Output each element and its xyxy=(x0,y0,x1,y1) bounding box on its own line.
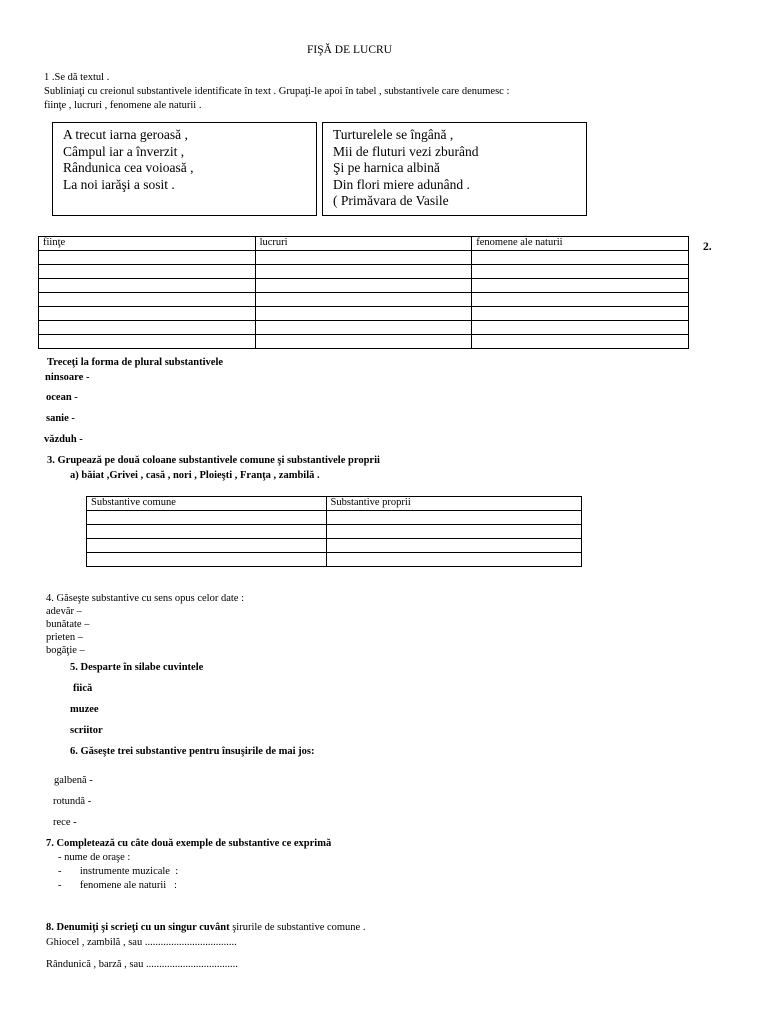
table-cell[interactable] xyxy=(326,525,581,539)
ex8-line: Rândunică , barză , sau ................................... xyxy=(46,959,238,970)
poem-line: La noi iarăşi a sosit . xyxy=(63,176,175,192)
table-cell[interactable] xyxy=(472,293,689,307)
table-cell[interactable] xyxy=(255,293,472,307)
ex4-item: bunătate – xyxy=(46,619,90,630)
poem-line: Rândunica cea voioasă , xyxy=(63,160,194,175)
table-cell[interactable] xyxy=(472,307,689,321)
table-cell[interactable] xyxy=(87,511,327,525)
table-header: fenomene ale naturii xyxy=(472,237,689,251)
ex1-instruction-cont: fiinţe , lucruri , fenomene ale naturii . xyxy=(44,100,202,111)
table-cell[interactable] xyxy=(39,251,256,265)
ex4-item: bogăţie – xyxy=(46,645,85,656)
table-cell[interactable] xyxy=(326,553,581,567)
table-cell[interactable] xyxy=(39,335,256,349)
ex2-item: văzduh - xyxy=(44,434,83,445)
ex5-item: muzee xyxy=(70,704,99,715)
page-title: FIŞĂ DE LUCRU xyxy=(307,44,392,56)
ex2-title: Treceţi la forma de plural substantivele xyxy=(47,357,224,368)
table-cell[interactable] xyxy=(39,321,256,335)
table-cell[interactable] xyxy=(39,265,256,279)
table-cell[interactable] xyxy=(326,539,581,553)
poem-line: ( Primăvara de Vasile xyxy=(333,193,449,208)
table-cell[interactable] xyxy=(472,321,689,335)
ex2-item: sanie - xyxy=(46,413,75,424)
table-header: Substantive comune xyxy=(87,497,327,511)
table-header: Substantive proprii xyxy=(326,497,581,511)
ex2-item: ninsoare - xyxy=(45,372,90,383)
table-cell[interactable] xyxy=(87,539,327,553)
ex4-title: 4. Găseşte substantive cu sens opus celor date : xyxy=(46,593,244,604)
table-cell[interactable] xyxy=(39,307,256,321)
ex1-instruction: Subliniaţi cu creionul substantivele identificate în text . Grupaţi-le apoi în tabel , substantivele care denumesc : xyxy=(44,86,510,97)
poem-left-box xyxy=(52,122,317,216)
table-cell[interactable] xyxy=(472,335,689,349)
ex5-item: scriitor xyxy=(70,725,103,736)
ex4-item: adevăr – xyxy=(46,606,82,617)
table-cell[interactable] xyxy=(255,279,472,293)
poem-line: Mii de fluturi vezi zburând xyxy=(333,143,479,159)
table-cell[interactable] xyxy=(255,307,472,321)
table-cell[interactable] xyxy=(472,279,689,293)
table-header: lucruri xyxy=(255,237,472,251)
poem-line: A trecut iarna geroasă , xyxy=(63,127,188,142)
ex1-intro: 1 .Se dă textul . xyxy=(44,72,110,83)
ex4-item: prieten – xyxy=(46,632,84,643)
ex6-item: rece - xyxy=(53,817,77,828)
table-header: fiinţe xyxy=(39,237,256,251)
ex3-words: a) băiat ,Grivei , casă , nori , Ploieşti , Franţa , zambilă . xyxy=(70,470,320,481)
ex7-item: - instrumente muzicale : xyxy=(58,866,179,877)
poem-line: Turturelele se îngână , xyxy=(333,127,454,142)
poem-right-box xyxy=(322,122,587,216)
ex7-item: - fenomene ale naturii : xyxy=(58,880,177,891)
poem-line: Şi pe harnica albină xyxy=(333,160,440,175)
table-classify-nouns xyxy=(38,236,689,349)
ex6-item: galbenă - xyxy=(54,775,93,786)
ex7-item: - nume de oraşe : xyxy=(58,852,131,863)
ex5-item: fiică xyxy=(73,683,93,694)
table-cell[interactable] xyxy=(87,553,327,567)
ex8-title-rest: şirurile de substantive comune . xyxy=(229,922,366,933)
table-cell[interactable] xyxy=(255,321,472,335)
ex8-title-bold: 8. Denumiţi şi scrieţi cu un singur cuvânt xyxy=(46,922,230,933)
ex2-item: ocean - xyxy=(46,392,78,403)
table-cell[interactable] xyxy=(326,511,581,525)
ex8-title xyxy=(46,922,365,933)
table-cell[interactable] xyxy=(87,525,327,539)
table-cell[interactable] xyxy=(255,265,472,279)
table-common-proper-nouns xyxy=(86,496,582,567)
ex6-title: 6. Găseşte trei substantive pentru însuşirile de mai jos: xyxy=(70,746,315,757)
poem-line: Din flori miere adunând . xyxy=(333,176,470,192)
table-cell[interactable] xyxy=(39,293,256,307)
ex2-number: 2. xyxy=(703,241,712,253)
poem-line: Câmpul iar a înverzit , xyxy=(63,143,185,159)
table-cell[interactable] xyxy=(472,251,689,265)
ex6-item: rotundă - xyxy=(53,796,92,807)
ex8-line: Ghiocel , zambilă , sau ................................... xyxy=(46,937,237,948)
table-cell[interactable] xyxy=(255,335,472,349)
table-cell[interactable] xyxy=(39,279,256,293)
table-cell[interactable] xyxy=(255,251,472,265)
table-cell[interactable] xyxy=(472,265,689,279)
ex3-title: 3. Grupează pe două coloane substantivele comune şi substantivele proprii xyxy=(47,455,380,466)
ex7-title: 7. Completează cu câte două exemple de substantive ce exprimă xyxy=(46,838,332,849)
ex5-title: 5. Desparte în silabe cuvintele xyxy=(70,662,204,673)
